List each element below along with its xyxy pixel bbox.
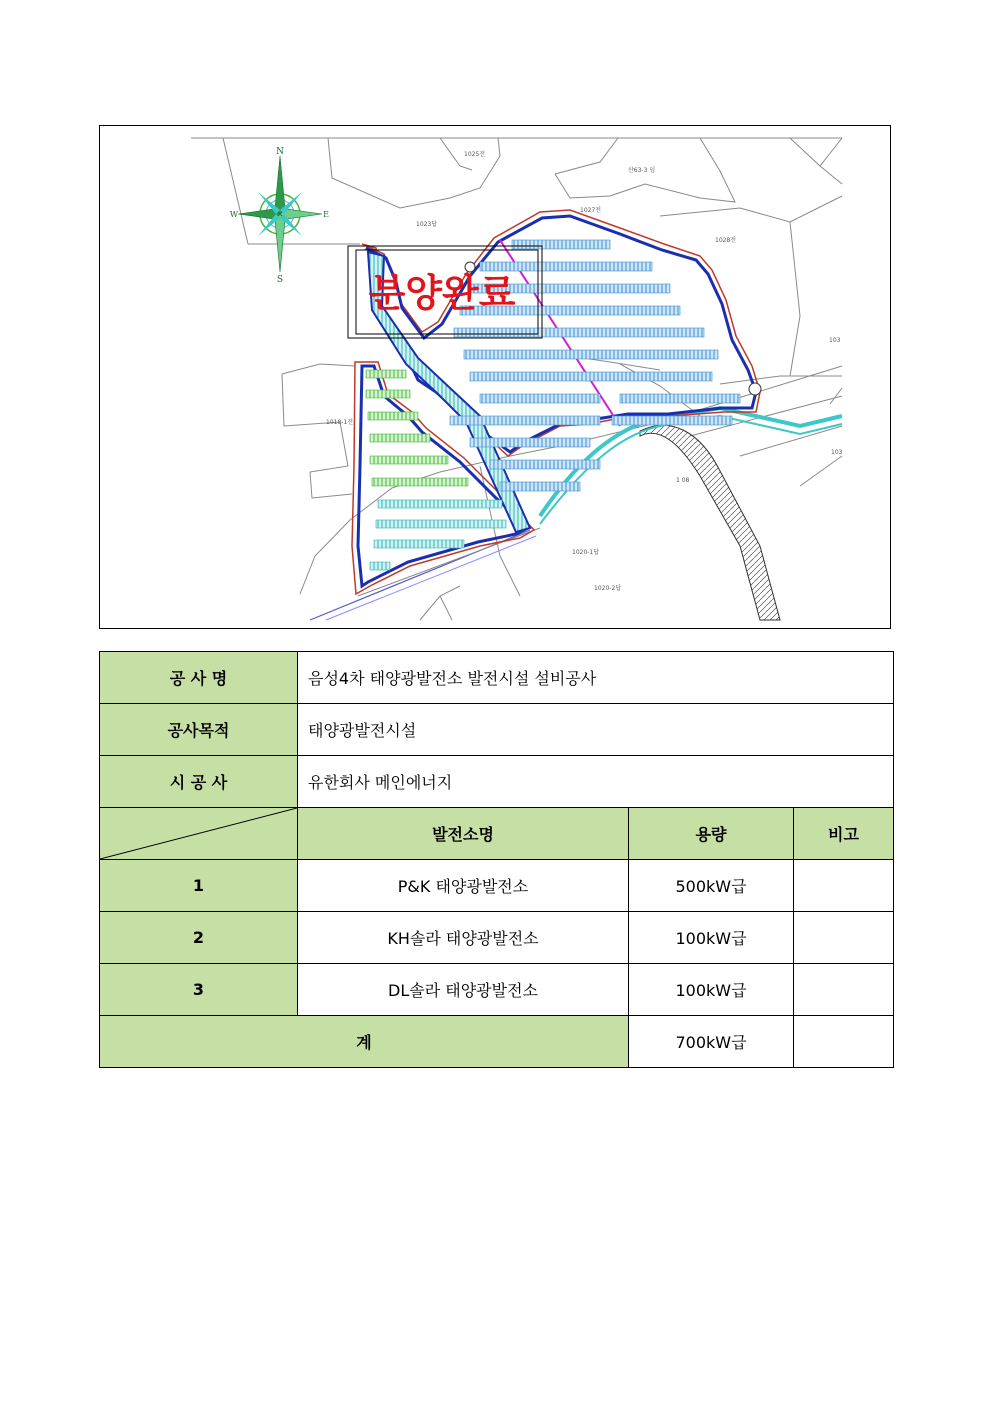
table-row (100, 704, 894, 756)
plant-name: KH솔라 태양광발전소 (298, 912, 629, 964)
site-plan-drawing (100, 126, 892, 630)
project-purpose-label: 공사목적 (100, 704, 298, 756)
svg-text:1018-1전: 1018-1전 (326, 419, 354, 426)
plant-capacity: 500kW급 (629, 860, 794, 912)
column-capacity: 용량 (629, 808, 794, 860)
column-plant-name: 발전소명 (298, 808, 629, 860)
table-row (100, 964, 894, 1016)
contractor-value: 유한회사 메인에너지 (298, 756, 894, 808)
table-row (100, 756, 894, 808)
project-name-value: 음성4차 태양광발전소 발전시설 설비공사 (298, 652, 894, 704)
diagonal-header-cell (100, 808, 298, 860)
plant-note (794, 912, 894, 964)
table-header-row (100, 808, 894, 860)
plant-number: 2 (100, 912, 298, 964)
table-row (100, 860, 894, 912)
svg-text:S: S (276, 275, 284, 285)
project-purpose-value: 태양광발전시설 (298, 704, 894, 756)
svg-text:1023답: 1023답 (416, 221, 438, 228)
project-info-table (99, 651, 894, 1068)
total-capacity: 700kW급 (629, 1016, 794, 1068)
plant-number: 3 (100, 964, 298, 1016)
plant-name: P&K 태양광발전소 (298, 860, 629, 912)
marker-circle (749, 383, 761, 395)
plant-name: DL솔라 태양광발전소 (298, 964, 629, 1016)
svg-text:1020-1답: 1020-1답 (572, 549, 600, 556)
svg-text:1 08: 1 08 (676, 477, 690, 484)
table-row (100, 652, 894, 704)
svg-text:1027전: 1027전 (580, 207, 602, 214)
svg-text:1020-2답: 1020-2답 (594, 585, 622, 592)
column-note: 비고 (794, 808, 894, 860)
plant-note (794, 860, 894, 912)
total-label: 계 (100, 1016, 629, 1068)
svg-text:1025전: 1025전 (464, 151, 486, 158)
site-map (99, 125, 891, 629)
svg-text:N: N (276, 147, 284, 157)
table-row (100, 912, 894, 964)
compass-rose-icon (230, 147, 329, 285)
svg-text:산63-3 임: 산63-3 임 (628, 167, 656, 174)
sold-out-stamp: 분양완료 (368, 271, 516, 315)
plant-note (794, 964, 894, 1016)
plant-capacity: 100kW급 (629, 912, 794, 964)
svg-text:103: 103 (829, 337, 841, 344)
plant-number: 1 (100, 860, 298, 912)
pv-array-south (370, 500, 506, 570)
svg-text:103: 103 (831, 449, 843, 456)
svg-text:1028전: 1028전 (715, 237, 737, 244)
total-note (794, 1016, 894, 1068)
plant-capacity: 100kW급 (629, 964, 794, 1016)
table-total-row (100, 1016, 894, 1068)
project-name-label: 공 사 명 (100, 652, 298, 704)
contractor-label: 시 공 사 (100, 756, 298, 808)
svg-text:E: E (323, 210, 329, 219)
svg-text:W: W (229, 210, 239, 219)
